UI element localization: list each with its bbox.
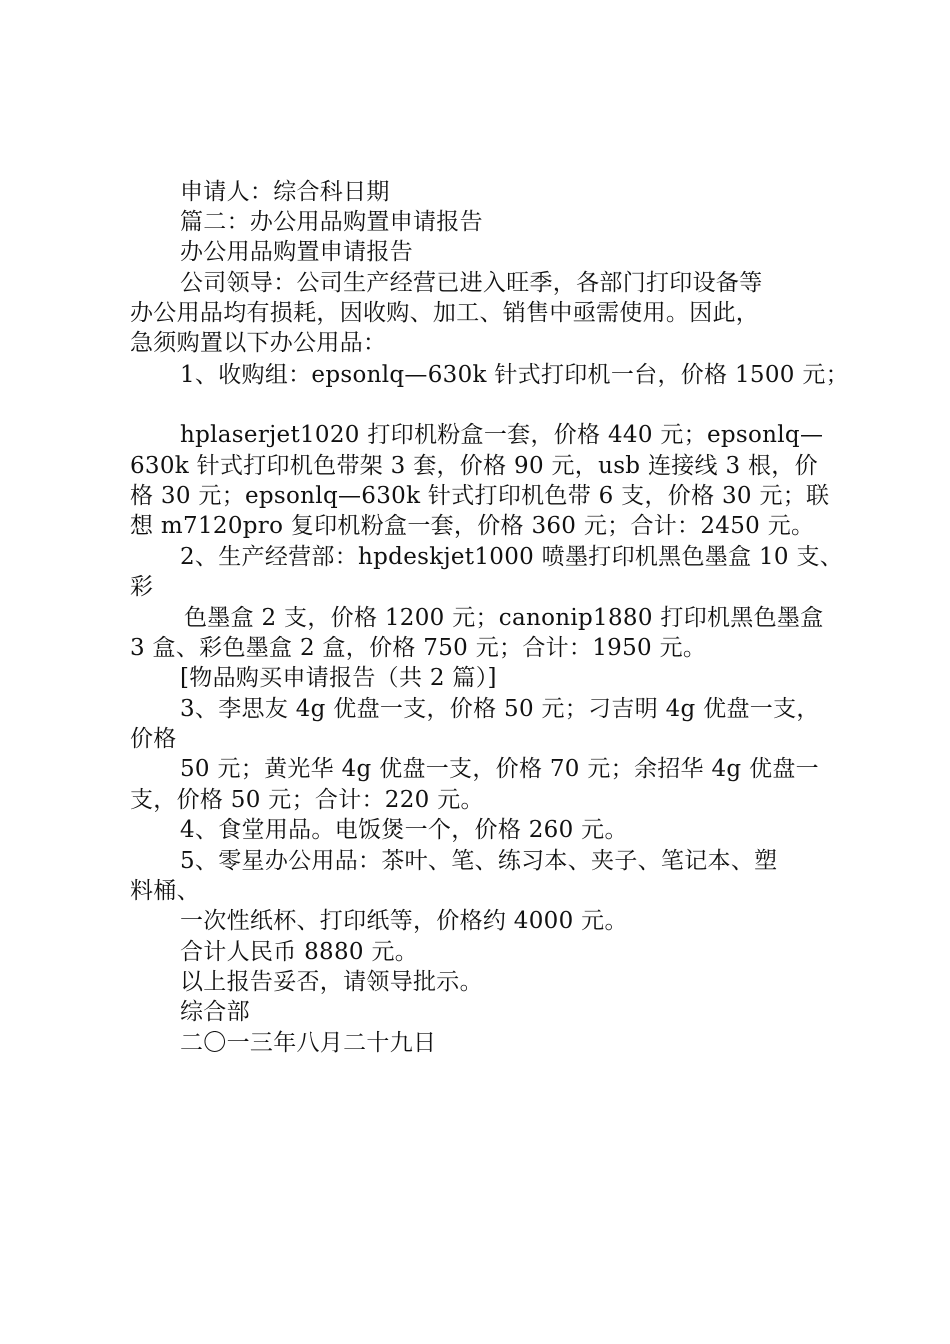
list-item-1: 1、收购组：epsonlq—630k 针式打印机一台，价格 1500 元；	[180, 362, 849, 388]
signature-department: 综合部	[180, 999, 250, 1025]
body-line: 彩	[130, 574, 154, 600]
list-item-4: 4、食堂用品。电饭煲一个，价格 260 元。	[180, 817, 628, 843]
applicant-line: 申请人：综合科日期	[180, 179, 390, 205]
body-line: 3 盒、彩色墨盒 2 盒，价格 750 元；合计：1950 元。	[130, 635, 707, 661]
body-line: hplaserjet1020 打印机粉盒一套，价格 440 元；epsonlq—	[180, 422, 824, 448]
signature-date: 二〇一三年八月二十九日	[180, 1030, 437, 1056]
report-title: 办公用品购置申请报告	[180, 239, 413, 265]
body-line: 630k 针式打印机色带架 3 套，价格 90 元，usb 连接线 3 根，价	[130, 453, 818, 479]
body-line: 一次性纸杯、打印纸等，价格约 4000 元。	[180, 908, 628, 934]
closing-line: 以上报告妥否，请领导批示。	[180, 969, 483, 995]
list-item-5: 5、零星办公用品：茶叶、笔、练习本、夹子、笔记本、塑	[180, 848, 778, 874]
total-line: 合计人民币 8880 元。	[180, 939, 419, 965]
list-item-2: 2、生产经营部：hpdeskjet1000 喷墨打印机黑色墨盒 10 支、	[180, 544, 844, 570]
body-line: 公司领导：公司生产经营已进入旺季，各部门打印设备等	[180, 270, 763, 296]
list-item-3: 3、李思友 4g 优盘一支，价格 50 元；刁吉明 4g 优盘一支，	[180, 696, 820, 722]
body-line: 价格	[130, 726, 177, 752]
bracket-note: [物品购买申请报告（共 2 篇）]	[180, 665, 497, 691]
body-line: 办公用品均有损耗，因收购、加工、销售中亟需使用。因此，	[130, 300, 760, 326]
body-line: 50 元；黄光华 4g 优盘一支，价格 70 元；余招华 4g 优盘一	[180, 756, 819, 782]
body-line: 急须购置以下办公用品：	[130, 330, 387, 356]
body-line: 色墨盒 2 支，价格 1200 元；canonip1880 打印机黑色墨盒	[184, 605, 824, 631]
body-line: 料桶、	[130, 878, 200, 904]
section-heading: 篇二：办公用品购置申请报告	[180, 209, 483, 235]
body-line: 支，价格 50 元；合计：220 元。	[130, 787, 484, 813]
body-line: 格 30 元；epsonlq—630k 针式打印机色带 6 支，价格 30 元；联	[130, 483, 830, 509]
body-line: 想 m7120pro 复印机粉盒一套，价格 360 元；合计：2450 元。	[130, 513, 815, 539]
